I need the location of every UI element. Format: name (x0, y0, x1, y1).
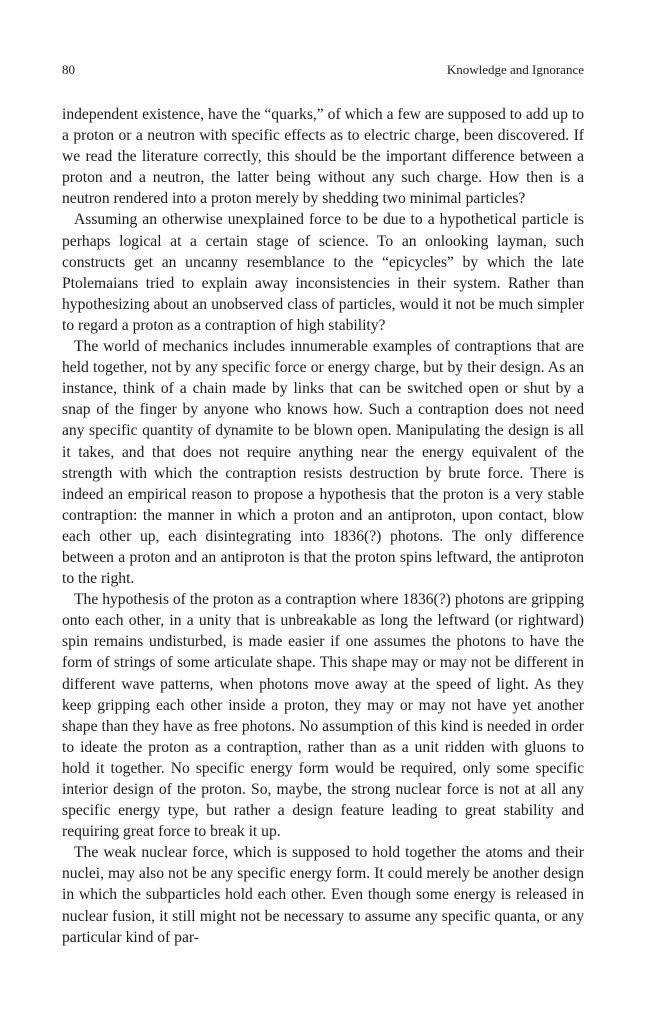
book-page (62, 62, 584, 948)
body-text (62, 104, 584, 948)
paragraph: The weak nuclear force, which is supposed to hold together the atoms and their nuclei, may also not be any specific energy form. It could merely be another design in which the subparticles hold each other. Even though some energy is released in nuclear fusion, it still might not be necessary to assume any specific quanta, or any particular kind of par- (62, 844, 584, 946)
paragraph: The hypothesis of the proton as a contraption where 1836(?) photons are gripping onto each other, in a unity that is unbreakable as long the leftward (or rightward) spin remains undisturbed, is made easier if one assumes the photons to have the form of strings of some articulate shape. This shape may or may not be different in different wave patterns, when photons move away at the speed of light. As they keep gripping each other inside a proton, they may or may not have yet another shape than they have as free photons. No assumption of this kind is needed in order to ideate the proton as a contraption, rather than as a unit ridden with gluons to hold it together. No specific energy form would be required, only some specific interior design of the proton. So, maybe, the strong nuclear force is not at all any specific energy type, but rather a design feature leading to great stability and requiring great force to break it up. (62, 591, 584, 841)
paragraph-continuation: independent existence, have the “quarks,” of which a few are supposed to add up to a proton or a neutron with specific effects as to electric charge, been discovered. If we read the literature correctly, this should be the important difference between a proton and a neutron, the latter being without any such charge. How then is a neutron rendered into a proton merely by shedding two minimal particles? (62, 106, 584, 208)
paragraph: The world of mechanics includes innumerable examples of contraptions that are held together, not by any specific force or energy charge, but by their design. As an instance, think of a chain made by links that can be switched open or shut by a snap of the finger by anyone who knows how. Such a contraption does not need any specific quantity of dynamite to be blown open. Manipulating the design is all it takes, and that does not require anything near the energy equivalent of the strength with which the contraption resists destruction by brute force. There is indeed an empirical reason to propose a hypothesis that the proton is a very stable contraption: the manner in which a proton and an antiproton, upon contact, blow each other up, each disintegrating into 1836(?) photons. The only difference between a proton and an antiproton is that the proton spins leftward, the antiproton to the right. (62, 338, 584, 588)
paragraph: Assuming an otherwise unexplained force to be due to a hypothetical particle is perhaps logical at a certain stage of science. To an onlooking layman, such constructs get an uncanny resemblance to the “epicycles” by which the late Ptolemaians tried to explain away inconsistencies in their system. Rather than hypothesizing about an unobserved class of particles, would it not be much simpler to regard a proton as a contraption of high stability? (62, 211, 584, 334)
running-head (62, 62, 584, 78)
page-number: 80 (62, 62, 75, 77)
running-title: Knowledge and Ignorance (446, 62, 584, 77)
